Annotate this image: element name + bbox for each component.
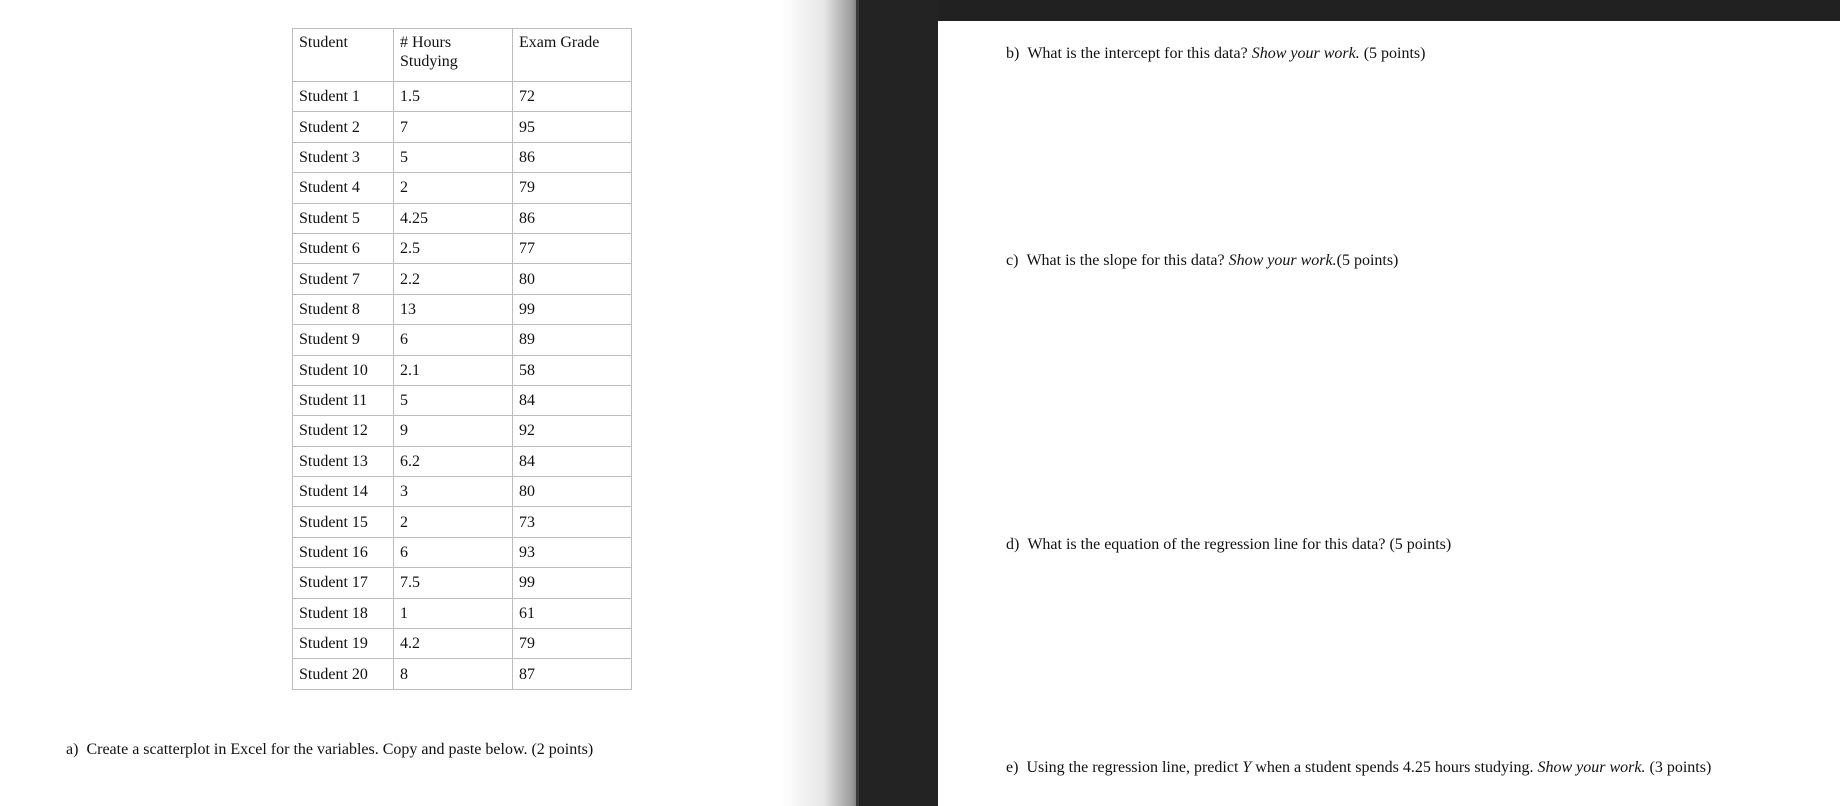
cell-student: Student 20 [293, 659, 394, 689]
cell-exam-grade: 84 [513, 446, 632, 476]
question-e-label: e) [1006, 759, 1019, 776]
cell-hours-studying: 13 [394, 294, 513, 324]
cell-exam-grade: 95 [513, 112, 632, 142]
cell-exam-grade: 86 [513, 203, 632, 233]
cell-student: Student 16 [293, 537, 394, 567]
cell-student: Student 15 [293, 507, 394, 537]
cell-exam-grade: 73 [513, 507, 632, 537]
question-b [1006, 44, 1425, 64]
cell-exam-grade: 92 [513, 416, 632, 446]
cell-hours-studying: 2.2 [394, 264, 513, 294]
cell-hours-studying: 2 [394, 173, 513, 203]
table-row [293, 477, 632, 507]
cell-hours-studying: 7.5 [394, 568, 513, 598]
cell-hours-studying: 2 [394, 507, 513, 537]
table-row [293, 82, 632, 112]
cell-student: Student 6 [293, 233, 394, 263]
cell-student: Student 12 [293, 416, 394, 446]
question-a [66, 740, 593, 760]
cell-student: Student 7 [293, 264, 394, 294]
table-row [293, 598, 632, 628]
cell-student: Student 19 [293, 629, 394, 659]
question-e-emphasis: Show your work. [1537, 759, 1646, 776]
question-b-emphasis: Show your work. [1251, 45, 1360, 62]
cell-exam-grade: 77 [513, 233, 632, 263]
cell-student: Student 5 [293, 203, 394, 233]
table-row [293, 568, 632, 598]
table-row [293, 142, 632, 172]
question-d-text: What is the equation of the regression line for this data? (5 points) [1027, 536, 1452, 553]
cell-exam-grade: 79 [513, 173, 632, 203]
cell-student: Student 14 [293, 477, 394, 507]
question-e-text-before: Using the regression line, predict [1026, 759, 1239, 776]
table-row [293, 355, 632, 385]
table-row [293, 446, 632, 476]
cell-hours-studying: 9 [394, 416, 513, 446]
cell-exam-grade: 89 [513, 325, 632, 355]
cell-hours-studying: 6.2 [394, 446, 513, 476]
question-e-variable: Y [1242, 759, 1252, 776]
left-document-page [0, 0, 832, 806]
cell-exam-grade: 80 [513, 264, 632, 294]
table-row [293, 233, 632, 263]
table-body [293, 82, 632, 690]
cell-student: Student 10 [293, 355, 394, 385]
cell-hours-studying: 5 [394, 142, 513, 172]
cell-student: Student 3 [293, 142, 394, 172]
cell-exam-grade: 61 [513, 598, 632, 628]
cell-student: Student 9 [293, 325, 394, 355]
right-document-window [856, 0, 1840, 806]
question-e-points: (3 points) [1649, 759, 1712, 776]
question-b-label: b) [1006, 45, 1020, 62]
cell-student: Student 11 [293, 385, 394, 415]
question-c [1006, 251, 1398, 271]
table-row [293, 264, 632, 294]
cell-exam-grade: 99 [513, 294, 632, 324]
cell-hours-studying: 6 [394, 537, 513, 567]
cell-hours-studying: 4.2 [394, 629, 513, 659]
cell-student: Student 4 [293, 173, 394, 203]
question-e-text-after: when a student spends 4.25 hours studying. [1255, 759, 1534, 776]
cell-hours-studying: 5 [394, 385, 513, 415]
question-c-label: c) [1006, 252, 1019, 269]
question-b-text: What is the intercept for this data? [1027, 45, 1248, 62]
cell-student: Student 1 [293, 82, 394, 112]
cell-exam-grade: 86 [513, 142, 632, 172]
table-row [293, 294, 632, 324]
question-a-label: a) [66, 741, 79, 758]
window-title-bar [856, 0, 1840, 21]
cell-student: Student 18 [293, 598, 394, 628]
column-header-student: Student [293, 29, 394, 82]
question-d [1006, 535, 1451, 555]
cell-exam-grade: 79 [513, 629, 632, 659]
cell-student: Student 2 [293, 112, 394, 142]
table-row [293, 507, 632, 537]
right-document-page [938, 21, 1840, 806]
question-a-text: Create a scatterplot in Excel for the variables. Copy and paste below. (2 points) [86, 741, 594, 758]
cell-student: Student 13 [293, 446, 394, 476]
cell-exam-grade: 99 [513, 568, 632, 598]
cell-exam-grade: 58 [513, 355, 632, 385]
cell-exam-grade: 80 [513, 477, 632, 507]
cell-hours-studying: 4.25 [394, 203, 513, 233]
question-c-emphasis: Show your work. [1228, 252, 1337, 269]
question-c-text: What is the slope for this data? [1026, 252, 1225, 269]
question-d-label: d) [1006, 536, 1020, 553]
question-e [1006, 758, 1711, 778]
cell-hours-studying: 2.1 [394, 355, 513, 385]
cell-hours-studying: 7 [394, 112, 513, 142]
cell-hours-studying: 1.5 [394, 82, 513, 112]
cell-hours-studying: 6 [394, 325, 513, 355]
column-header-exam-grade: Exam Grade [513, 29, 632, 82]
cell-hours-studying: 8 [394, 659, 513, 689]
cell-exam-grade: 87 [513, 659, 632, 689]
table-row [293, 537, 632, 567]
cell-hours-studying: 2.5 [394, 233, 513, 263]
cell-hours-studying: 3 [394, 477, 513, 507]
student-data-table [292, 28, 632, 690]
table-row [293, 203, 632, 233]
cell-hours-studying: 1 [394, 598, 513, 628]
table-row [293, 173, 632, 203]
window-left-strip [856, 0, 938, 806]
cell-exam-grade: 84 [513, 385, 632, 415]
table-row [293, 416, 632, 446]
page-edge-shadow [780, 0, 858, 806]
cell-exam-grade: 93 [513, 537, 632, 567]
table-row [293, 385, 632, 415]
table-row [293, 325, 632, 355]
table-row [293, 629, 632, 659]
table-row [293, 112, 632, 142]
table-header-row [293, 29, 632, 82]
table-row [293, 659, 632, 689]
column-header-hours-studying: # Hours Studying [394, 29, 513, 82]
cell-student: Student 8 [293, 294, 394, 324]
question-c-points: (5 points) [1336, 252, 1399, 269]
cell-exam-grade: 72 [513, 82, 632, 112]
cell-student: Student 17 [293, 568, 394, 598]
question-b-points: (5 points) [1363, 45, 1426, 62]
